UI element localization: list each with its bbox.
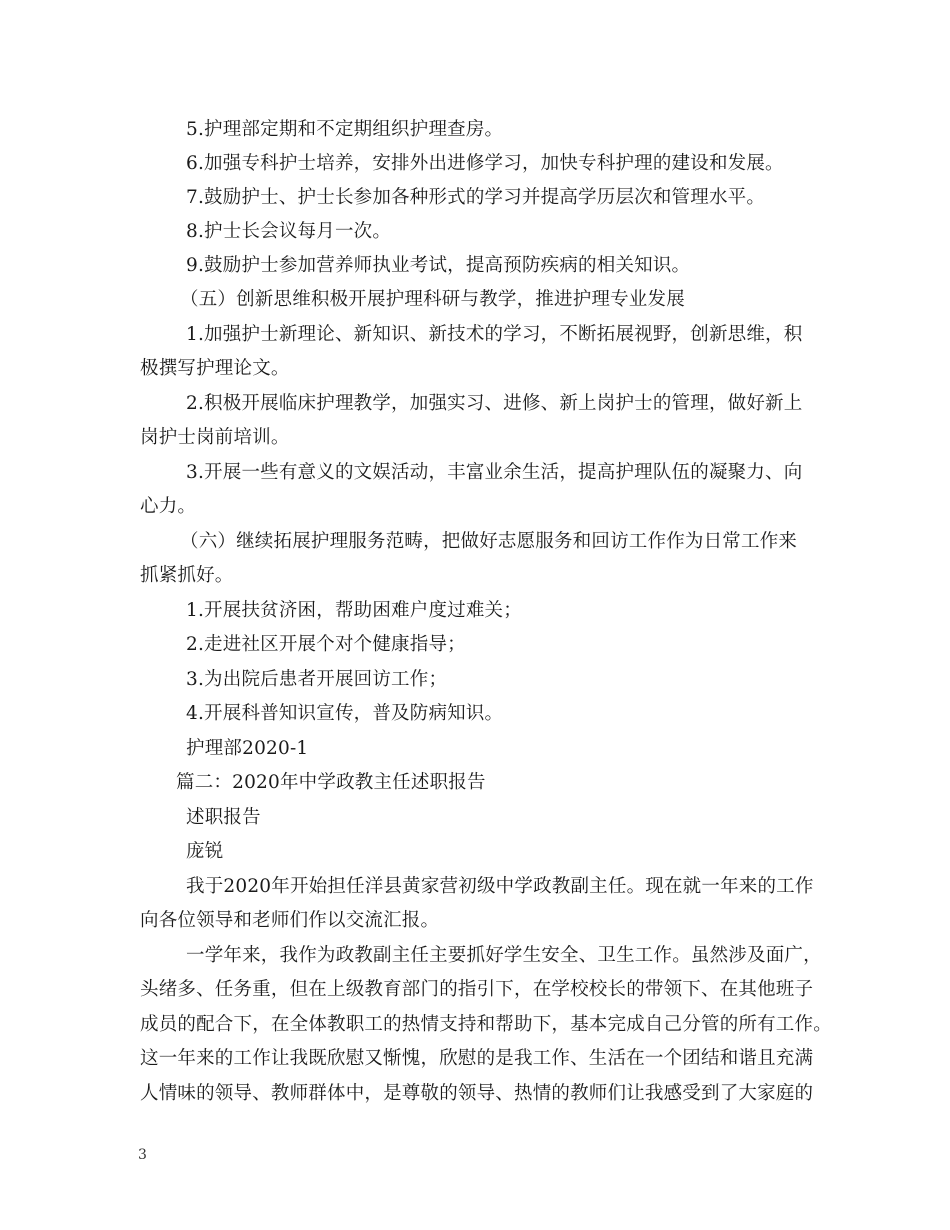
text-line: 我于2020年开始担任洋县黄家营初级中学政教副主任。现在就一年来的工作: [186, 876, 814, 897]
text-line: 抓紧抓好。: [140, 565, 234, 586]
text-line: 5.护理部定期和不定期组织护理查房。: [186, 119, 504, 140]
section-heading: （六）继续拓展护理服务范畴，把做好志愿服务和回访工作作为日常工作来: [180, 531, 798, 552]
text-line: 岗护士岗前培训。: [140, 427, 290, 448]
text-line: 7.鼓励护士、护士长参加各种形式的学习并提高学历层次和管理水平。: [186, 187, 766, 208]
report-title: 述职报告: [186, 807, 261, 828]
text-line: 人情味的领导、教师群体中，是尊敬的领导、热情的教师们让我感受到了大家庭的: [140, 1083, 814, 1104]
text-line: 8.护士长会议每月一次。: [186, 221, 392, 242]
text-line: 头绪多、任务重，但在上级教育部门的指引下，在学校校长的带领下、在其他班子: [140, 979, 814, 1000]
text-line: 9.鼓励护士参加营养师执业考试，提高预防疾病的相关知识。: [186, 255, 691, 276]
text-line: 6.加强专科护士培养，安排外出进修学习，加快专科护理的建设和发展。: [186, 153, 784, 174]
text-line: 2.走进社区开展个对个健康指导；: [186, 634, 466, 655]
text-line: 心力。: [140, 496, 197, 517]
text-line: 极撰写护理论文。: [140, 358, 290, 379]
text-line: 这一年来的工作让我既欣慰又惭愧，欣慰的是我工作、生活在一个团结和谐且充满: [140, 1048, 814, 1069]
signature-line: 护理部2020-1: [186, 738, 309, 759]
text-line: 向各位领导和老师们作以交流汇报。: [140, 910, 440, 931]
text-line: 2.积极开展临床护理教学，加强实习、进修、新上岗护士的管理，做好新上: [186, 393, 803, 414]
author-name: 庞锐: [186, 841, 224, 862]
text-line: 1.加强护士新理论、新知识、新技术的学习，不断拓展视野，创新思维，积: [186, 324, 803, 345]
text-line: 1.开展扶贫济困，帮助困难户度过难关；: [186, 600, 522, 621]
article-title: 篇二：2020年中学政教主任述职报告: [176, 772, 486, 793]
page-number: 3: [138, 1147, 147, 1163]
section-heading: （五）创新思维积极开展护理科研与教学，推进护理专业发展: [180, 289, 685, 310]
text-line: 3.为出院后患者开展回访工作；: [186, 669, 448, 690]
text-line: 一学年来，我作为政教副主任主要抓好学生安全、卫生工作。虽然涉及面广，: [186, 945, 822, 966]
text-line: 成员的配合下，在全体教职工的热情支持和帮助下，基本完成自己分管的所有工作。: [140, 1014, 832, 1035]
text-line: 4.开展科普知识宣传，普及防病知识。: [186, 703, 504, 724]
text-line: 3.开展一些有意义的文娱活动，丰富业余生活，提高护理队伍的凝聚力、向: [186, 462, 803, 483]
